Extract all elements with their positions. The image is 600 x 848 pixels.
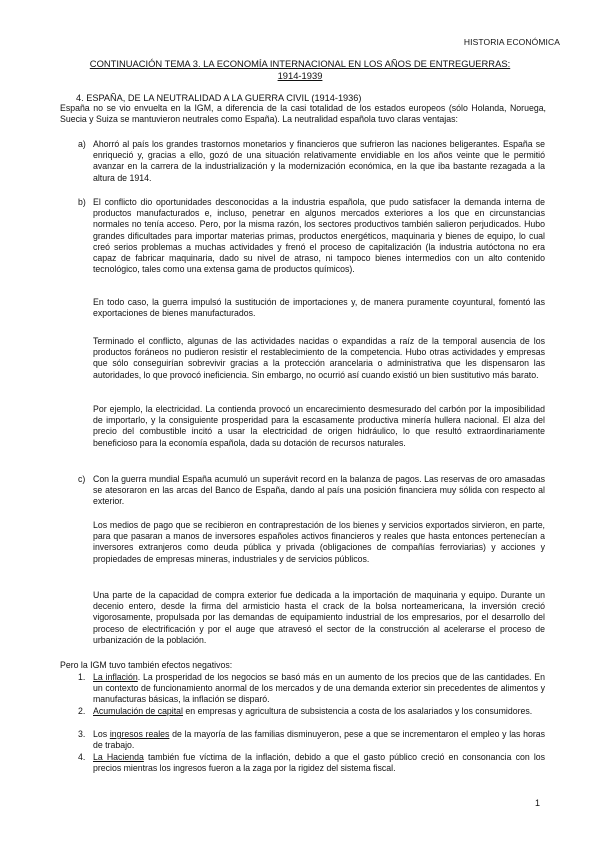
running-header: HISTORIA ECONÓMICA — [463, 37, 560, 47]
point-a-label: a) — [78, 139, 86, 149]
negative-1-text — [93, 672, 545, 706]
intro-paragraph: España no se vio envuelta en la IGM, a diferencia de la casi totalidad de los estados europeos (sólo Holanda, Noruega, Suecia y Suiza se mantuvieron neutrales como España). La neutralidad española tuvo claras ventajas: — [60, 103, 546, 125]
point-b-paragraph-4: Por ejemplo, la electricidad. La contienda provocó un encarecimiento desmesurado del carbón por la imposibilidad de importarlo, y la consiguiente prosperidad para la escasamente productiva minería hullera nacional. El alza del precio del combustible incitó a usar la electricidad de origen hidráulico, lo que resultó extraordinariamente beneficioso para la economía española, dada su dotación de recursos naturales. — [93, 404, 545, 448]
negative-4-text — [93, 752, 545, 774]
title-line-2: 1914-1939 — [277, 69, 323, 81]
negative-1-rest: . La prosperidad de los negocios se basó más en un aumento de los precios que de las cantidades. En un contexto de funcionamiento anormal de los mercados y de una demanda exterior sin precedentes de alimentos y manufacturas básicas, la inflación se disparó. — [93, 672, 545, 705]
negative-3-text — [93, 729, 545, 751]
negative-2-number: 2. — [78, 706, 86, 716]
point-c-paragraph-2: Los medios de pago que se recibieron en contraprestación de los bienes y servicios exportados sirvieron, en parte, para que pasaran a manos de inversores españoles activos financieros y reales que hasta entonces pertenecían a inversores extranjeros como deuda pública y privada (obligaciones de compañías ferroviarias) y acciones y propiedades de empresas mineras, industriales y de servicios públicos. — [93, 520, 545, 564]
point-c-label: c) — [78, 474, 86, 484]
point-a-paragraph: Ahorró al país los grandes trastornos monetarios y financieros que sufrieron las naciones beligerantes. España se enriqueció y, gracias a ello, gozó de una situación relativamente envidiable en los años veinte que le permitió avanzar en la carrera de la industrialización y la modernización económica, en la que iba bastante rezagada a la altura de 1914. — [93, 139, 545, 183]
negative-2-term: Acumulación de capital — [93, 706, 183, 716]
negative-4-rest: también fue víctima de la inflación, debido a que el gasto público creció en consonancia con los precios mientras los ingresos fueron a la zaga por la rigidez del sistema fiscal. — [93, 752, 546, 774]
title-line-1: CONTINUACIÓN TEMA 3. LA ECONOMÍA INTERNACIONAL EN LOS AÑOS DE ENTREGUERRAS: — [89, 58, 511, 69]
negative-3-rest: de la mayoría de las familias disminuyeron, pese a que se incrementaron el empleo y las horas de trabajo. — [93, 729, 546, 751]
negative-3-term: ingresos reales — [109, 729, 170, 739]
point-c-paragraph-3: Una parte de la capacidad de compra exterior fue dedicada a la importación de maquinaria y equipo. Durante un decenio entero, desde la firma del armisticio hasta el crack de la bolsa norteamericana, la inversión creció vigorosamente, propulsada por las demandas de equipamiento industrial de los empresarios, por el desarrollo del proceso de electrificación y por el auge que atravesó el sector de la construcción al acelerarse el proceso de urbanización de la población. — [93, 590, 545, 645]
negative-3-number: 3. — [78, 729, 86, 739]
section-heading: 4. ESPAÑA, DE LA NEUTRALIDAD A LA GUERRA CIVIL (1914-1936) — [76, 93, 362, 103]
point-b-paragraph-1: El conflicto dio oportunidades desconocidas a la industria española, que pudo satisfacer la demanda interna de productos manufacturados e, incluso, penetrar en algunos mercados exteriores a los que en circunstancias normales no tenía acceso. Pero, por la misma razón, los sectores productivos también salieron perjudicados. Hubo grandes dificultades para importar materias primas, productos energéticos, maquinaria y bienes de equipo, lo cual creó serios problemas a muchas actividades y frenó el proceso de capitalización (la industria autóctona no era capaz de fabricar maquinaria, dado su nivel de atraso, ni tampoco bienes intermedios con un alto contenido tecnológico, tales como una extensa gama de productos químicos). — [93, 197, 545, 275]
negative-2-rest: en empresas y agricultura de subsistencia a costa de los asalariados y los consumidores. — [182, 706, 533, 716]
negative-1-number: 1. — [78, 672, 86, 682]
page-title — [60, 58, 540, 81]
negative-4-term: La Hacienda — [93, 752, 144, 762]
point-b-paragraph-2: En todo caso, la guerra impulsó la sustitución de importaciones y, de manera puramente coyuntural, fomentó las exportaciones de bienes manufacturados. — [93, 297, 545, 319]
page-number: 1 — [534, 798, 540, 808]
point-b-paragraph-3: Terminado el conflicto, algunas de las actividades nacidas o expandidas a raíz de la temporal ausencia de los productos foráneos no pudieron resistir el restablecimiento de la competencia. Hubo otras actividades y empresas que sólo conseguirían sobrevivir gracias a la protección arancelaria o administrativa que les dispensaron las autoridades, lo que provocó ineficiencia. Sin embargo, no ocurrió así cuando existió un bien sustitutivo más barato. — [93, 336, 545, 380]
point-b-label: b) — [78, 197, 86, 207]
negative-4-number: 4. — [78, 752, 86, 762]
negative-3-prefix: Los — [93, 729, 110, 739]
point-c-paragraph-1: Con la guerra mundial España acumuló un superávit record en la balanza de pagos. Las reservas de oro amasadas se atesoraron en las arcas del Banco de España, dando al país una posición financiera muy sólida con respecto al exterior. — [93, 474, 545, 507]
negatives-intro: Pero la IGM tuvo también efectos negativos: — [60, 660, 233, 670]
negative-2-text — [93, 706, 545, 717]
negative-1-term: La inflación — [93, 672, 138, 682]
